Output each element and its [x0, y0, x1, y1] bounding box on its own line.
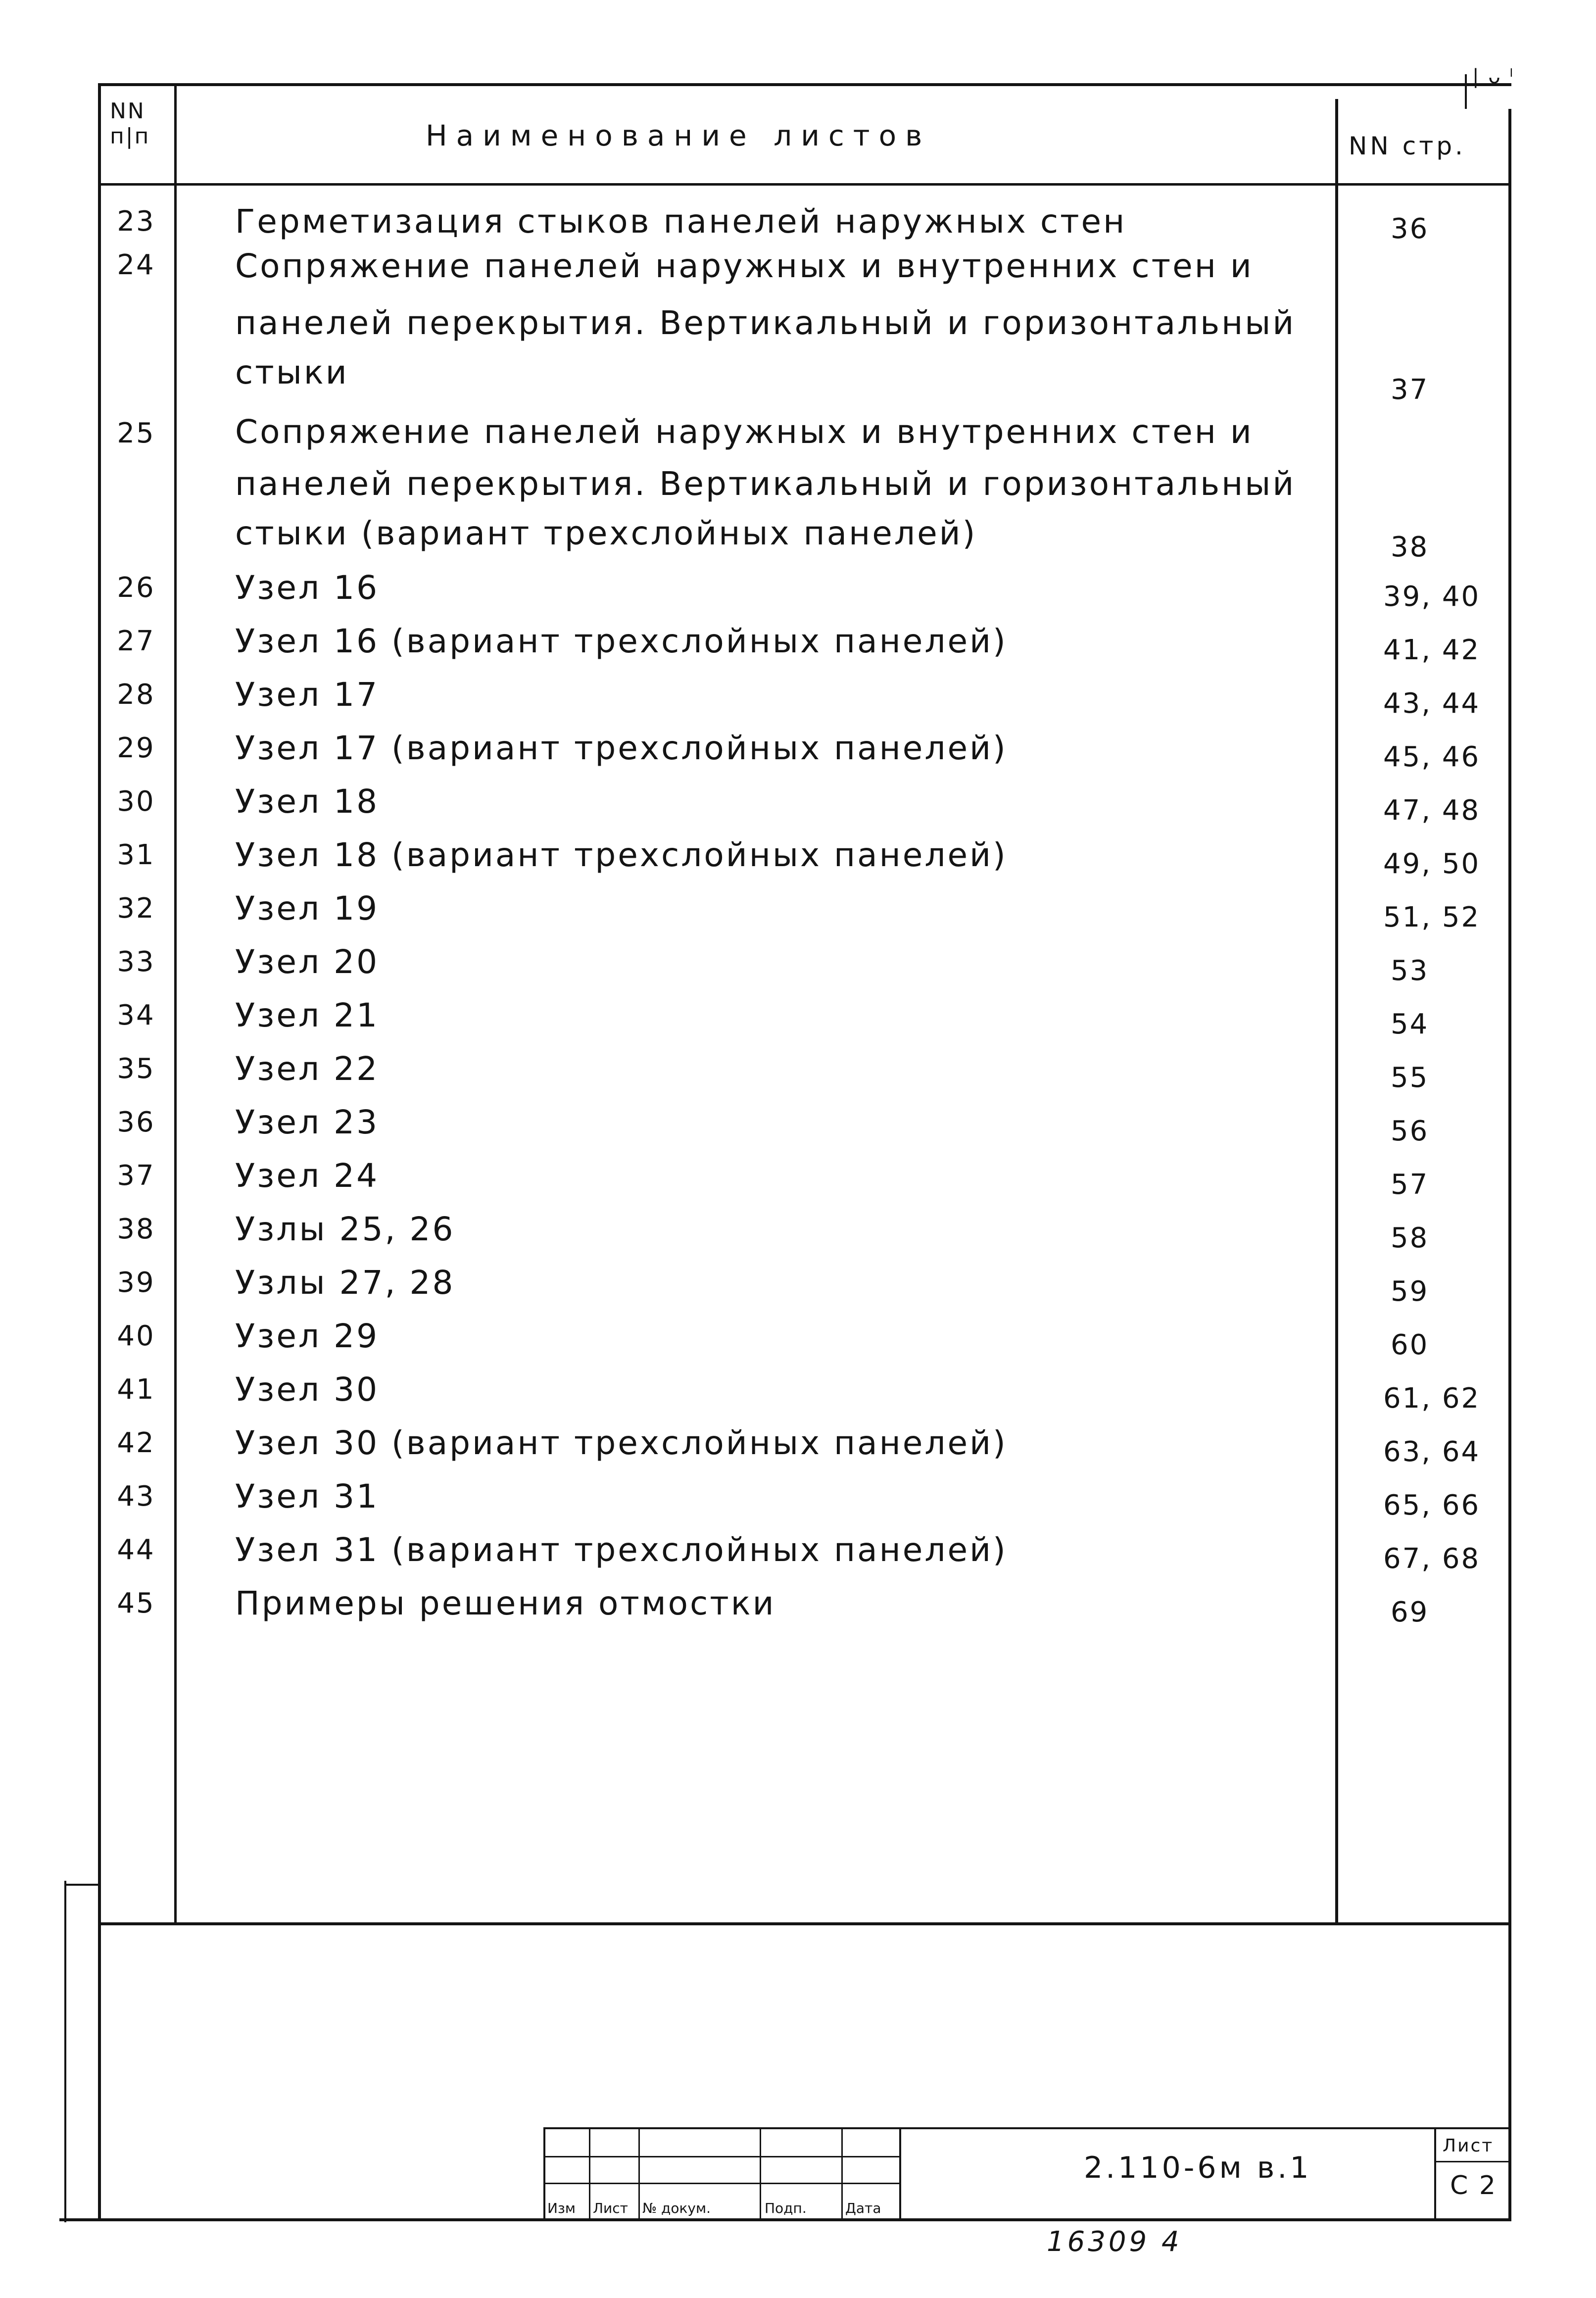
corner-mark: | ᴗ ˡ [1472, 65, 1515, 88]
row-num: 27 [117, 625, 155, 657]
stamp-row-line [543, 2183, 901, 2184]
sheet-value: С 2 [1450, 2171, 1497, 2200]
table-bottom-line [98, 1922, 1511, 1925]
row-num: 31 [117, 839, 155, 871]
stamp-col-line [899, 2127, 901, 2221]
frame-top [98, 83, 1511, 86]
row-num: 45 [117, 1587, 155, 1619]
num-column-line [174, 83, 177, 1924]
row-pages: 65, 66 [1383, 1489, 1481, 1521]
row-pages: 51, 52 [1383, 901, 1481, 933]
stamp-col-doc: № докум. [642, 2200, 711, 2216]
row-name: Узел 18 (вариант трехслойных панелей) [235, 836, 1008, 874]
stamp-col-line [589, 2127, 590, 2221]
row-num: 38 [117, 1213, 155, 1245]
header-num-col: NN п|п [110, 98, 150, 149]
row-num: 29 [117, 732, 155, 764]
header-name-col: Наименование листов [426, 119, 931, 152]
row-name: Герметизация стыков панелей наружных стен [235, 202, 1127, 241]
stamp-top-line [543, 2127, 1511, 2129]
row-pages: 69 [1391, 1596, 1429, 1628]
row-name: Узел 23 [235, 1103, 380, 1141]
stamp-col-date: Дата [845, 2200, 881, 2216]
row-name: Узел 16 (вариант трехслойных панелей) [235, 622, 1008, 660]
row-name: Узел 17 (вариант трехслойных панелей) [235, 729, 1008, 767]
row-num: 42 [117, 1427, 155, 1459]
stamp-sheet-col-line [1434, 2127, 1436, 2221]
row-name: Узел 29 [235, 1317, 380, 1355]
row-pages: 55 [1391, 1062, 1429, 1094]
row-num: 30 [117, 785, 155, 818]
row-pages: 43, 44 [1383, 687, 1481, 720]
header-pages-col: NN стр. [1349, 132, 1466, 160]
row-pages: 57 [1391, 1169, 1429, 1201]
row-num: 35 [117, 1053, 155, 1085]
row-name: Узел 17 [235, 676, 380, 714]
row-name: Узел 21 [235, 996, 380, 1034]
stamp-col-line [760, 2127, 761, 2221]
header-bottom-line [98, 183, 1511, 186]
stamp-col-line [638, 2127, 640, 2221]
row-num: 39 [117, 1267, 155, 1299]
row-pages: 36 [1391, 213, 1429, 245]
row-num: 28 [117, 679, 155, 711]
row-pages: 45, 46 [1383, 741, 1481, 773]
row-pages: 37 [1391, 374, 1429, 406]
row-name: Узлы 25, 26 [235, 1210, 455, 1248]
stamp-col-line [841, 2127, 843, 2221]
row-name: Узел 20 [235, 943, 380, 981]
stamp-row-line [543, 2156, 901, 2157]
row-pages: 58 [1391, 1222, 1429, 1254]
row-name: Узел 18 [235, 782, 380, 821]
binding-margin-tick [64, 1884, 100, 1886]
row-pages: 67, 68 [1383, 1543, 1481, 1575]
stamp-sheet-row-line [1434, 2161, 1511, 2162]
document-designation: 2.110-6м в.1 [1084, 2151, 1312, 2185]
row-pages: 47, 48 [1383, 794, 1481, 827]
row-name: Узел 30 [235, 1370, 380, 1409]
stamp-left-line [543, 2127, 545, 2221]
row-name: Узел 31 (вариант трехслойных панелей) [235, 1531, 1008, 1569]
row-pages: 41, 42 [1383, 634, 1481, 666]
binding-margin-line [64, 1881, 66, 2222]
frame-left [98, 83, 101, 2221]
row-pages: 38 [1391, 531, 1429, 563]
row-name: Узел 19 [235, 889, 380, 928]
row-num: 36 [117, 1106, 155, 1138]
row-pages: 60 [1391, 1329, 1429, 1361]
stamp-col-list: Лист [593, 2200, 628, 2216]
row-name: Узел 16 [235, 569, 380, 607]
row-num: 41 [117, 1373, 155, 1406]
row-num: 44 [117, 1534, 155, 1566]
row-pages: 54 [1391, 1008, 1429, 1040]
row-num: 33 [117, 946, 155, 978]
row-num: 26 [117, 572, 155, 604]
row-name: Узел 22 [235, 1050, 380, 1088]
frame-right [1508, 109, 1511, 2221]
row-pages: 39, 40 [1383, 581, 1481, 613]
row-num: 25 [117, 417, 155, 449]
pages-column-line [1335, 99, 1338, 1924]
row-name: стыки (вариант трехслойных панелей) [235, 514, 977, 552]
row-name: панелей перекрытия. Вертикальный и горизонтальный [235, 465, 1296, 503]
row-name: Узел 24 [235, 1157, 380, 1195]
row-num: 23 [117, 205, 155, 238]
row-num: 43 [117, 1480, 155, 1513]
row-pages: 63, 64 [1383, 1436, 1481, 1468]
row-pages: 61, 62 [1383, 1382, 1481, 1415]
inventory-number: 16309 4 [1047, 2226, 1182, 2258]
row-pages: 49, 50 [1383, 848, 1481, 880]
row-name: Узел 31 [235, 1477, 380, 1516]
sheet-label: Лист [1443, 2136, 1494, 2156]
row-name: Примеры решения отмостки [235, 1584, 776, 1622]
row-name: стыки [235, 353, 349, 391]
row-pages: 53 [1391, 955, 1429, 987]
row-num: 24 [117, 249, 155, 281]
stamp-col-sign: Подп. [765, 2200, 807, 2216]
row-name: Узлы 27, 28 [235, 1264, 455, 1302]
row-pages: 59 [1391, 1275, 1429, 1308]
row-num: 40 [117, 1320, 155, 1352]
row-pages: 56 [1391, 1115, 1429, 1147]
corner-tick [1465, 74, 1467, 109]
frame-bottom [59, 2218, 1511, 2221]
row-name: панелей перекрытия. Вертикальный и горизонтальный [235, 304, 1296, 342]
row-name: Сопряжение панелей наружных и внутренних стен и [235, 247, 1254, 285]
row-num: 32 [117, 892, 155, 925]
row-num: 37 [117, 1160, 155, 1192]
row-name: Сопряжение панелей наружных и внутренних стен и [235, 413, 1254, 451]
row-name: Узел 30 (вариант трехслойных панелей) [235, 1424, 1008, 1462]
stamp-col-izm: Изм [547, 2200, 576, 2216]
row-num: 34 [117, 999, 155, 1031]
